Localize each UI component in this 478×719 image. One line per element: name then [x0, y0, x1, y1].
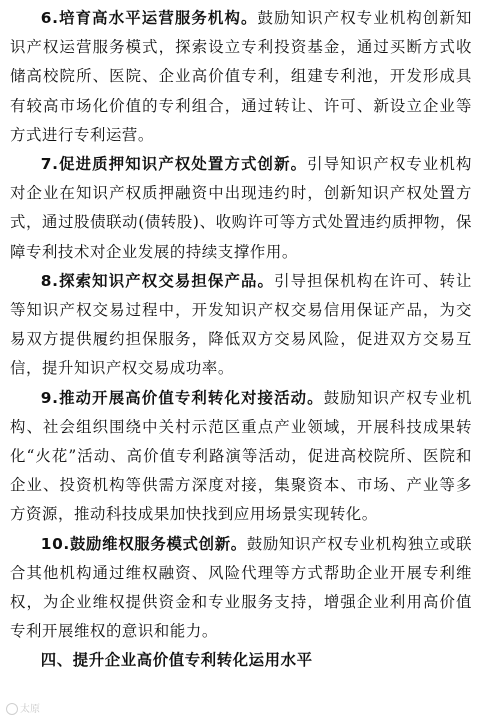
watermark-text: 太原: [20, 704, 40, 715]
paragraph-6: [10, 4, 472, 150]
paragraph-9: [10, 384, 472, 530]
paragraph-lead: 7.促进质押知识产权处置方式创新。: [40, 155, 308, 174]
watermark: [6, 700, 40, 715]
paragraph-lead: 6.培育高水平运营服务机构。: [40, 9, 258, 27]
paragraph-8: [10, 267, 472, 384]
paragraph-lead: 8.探索知识产权交易担保产品。: [40, 271, 275, 290]
paragraph-body: 引导担保机构在许可、转让等知识产权交易过程中，开发知识产权交易信用保证产品，为交易双方提供履约担保服务，降低双方交易风险，促进双方交易互信，提升知识产权交易成功率。: [10, 271, 472, 378]
paragraph-body: 鼓励知识产权专业机构独立或联合其他机构通过维权融资、风险代理等方式帮助企业开展专利维权，为企业维权提供资金和专业服务支持，增强企业利用高价值专利开展维权的意识和能力。: [10, 534, 472, 641]
section-heading: 四、提升企业高价值专利转化运用水平: [40, 651, 313, 670]
paragraph-lead: 10.鼓励维权服务模式创新。: [40, 534, 247, 553]
paragraph-body: 引导知识产权专业机构对企业在知识产权质押融资中出现违约时，创新知识产权处置方式，通过股债联动(债转股)、收购许可等方式处置违约质押物，保障专利技术对企业发展的持续支撑作用。: [10, 155, 472, 261]
document-page: [10, 4, 472, 676]
paragraph-body: 鼓励知识产权专业机构创新知识产权运营服务模式，探索设立专利投资基金，通过买断方式收储高校院所、医院、企业高价值专利，组建专利池，开发形成具有较高市场化价值的专利组合，通过转让、许可、新设立企业等方式进行专利运营。: [10, 9, 472, 144]
watermark-icon: [6, 703, 18, 715]
paragraph-body: 鼓励知识产权专业机构、社会组织围绕中关村示范区重点产业领域，开展科技成果转化“火花”活动、高价值专利路演等活动，促进高校院所、医院和企业、投资机构等供需方深度对接，集聚资本、市场、产业等多方资源，推动科技成果加快找到应用场景实现转化。: [10, 388, 472, 524]
paragraph-10: [10, 530, 472, 647]
paragraph-7: [10, 150, 472, 267]
paragraph-lead: 9.推动开展高价值专利转化对接活动。: [40, 388, 324, 407]
